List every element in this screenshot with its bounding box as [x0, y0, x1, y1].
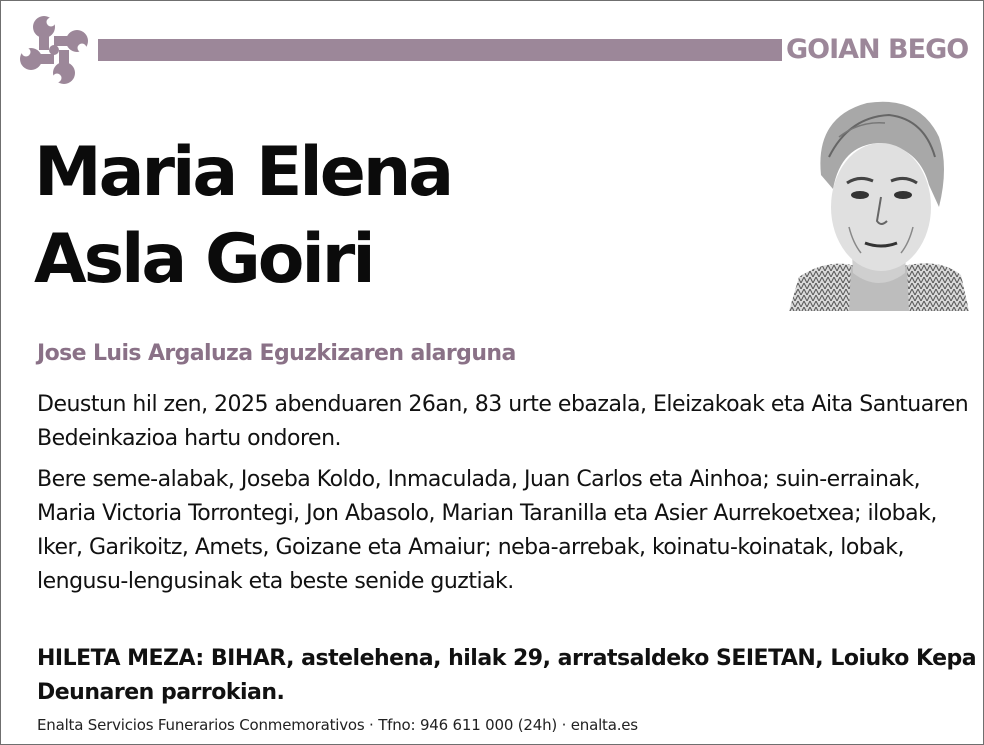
- header-tag: GOIAN BEGO: [786, 34, 969, 65]
- mourners-list: Bere seme-alabak, Joseba Koldo, Inmaculada, Juan Carlos eta Ainhoa; suin-errainak, Maria Victoria Torrontegi, Jon Abasolo, Marian Taranilla eta Asier Aurrekoetxea; ilobak, Iker, Garikoitz, Amets, Goizane eta Amaiur; neba-arrebak, koinatu-koinatak, lobak, lengusu-lengusinak eta beste senide guztiak.: [37, 467, 937, 594]
- funeral-mass-info: HILETA MEZA: BIHAR, astelehena, hilak 29, arratsaldeko SEIETAN, Loiuko Kepa Deunaren parrokian.: [37, 646, 977, 705]
- spouse-line: Jose Luis Argaluza Eguzkizaren alarguna: [37, 341, 516, 366]
- deceased-name-line2: Asla Goiri: [34, 220, 373, 299]
- funeral-home-footer: Enalta Servicios Funerarios Conmemorativos · Tfno: 946 611 000 (24h) · enalta.es: [37, 716, 638, 734]
- death-announcement: Deustun hil zen, 2025 abenduaren 26an, 83 urte ebazala, Eleizakoak eta Aita Santuaren Bedeinkazioa hartu ondoren.: [37, 392, 969, 451]
- header-divider-bar: [98, 39, 782, 61]
- deceased-name-line1: Maria Elena: [34, 133, 452, 212]
- lauburu-icon: [15, 13, 93, 87]
- portrait-photo: [789, 97, 969, 311]
